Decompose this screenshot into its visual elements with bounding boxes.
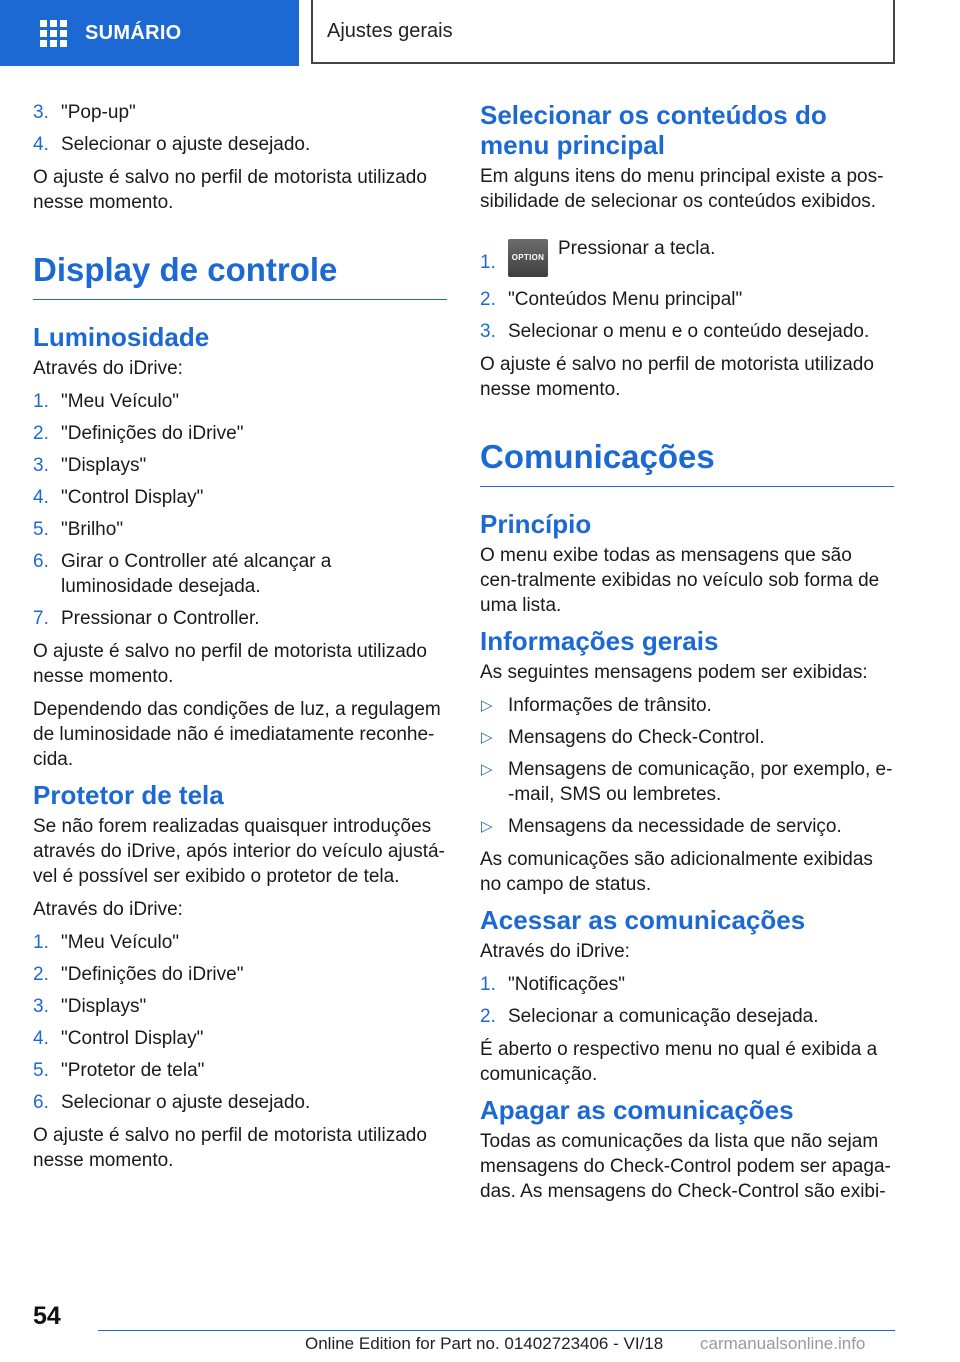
bullet-text: Mensagens de comunicação, por exemplo, e--mail, SMS ou lembretes.	[508, 759, 893, 805]
triangle-bullet-icon: ▷	[481, 729, 493, 746]
step-number: 2.	[33, 423, 49, 444]
left-column	[33, 100, 447, 1181]
step-text: "Displays"	[61, 996, 147, 1017]
intro-steps	[33, 100, 447, 157]
step-number: 2.	[33, 964, 49, 985]
list-item	[480, 319, 894, 344]
delete-desc: Todas as comunicações da lista que não sejam mensagens do Check-Control podem ser apaga-das. As mensagens do Check-Control são exibi-	[480, 1131, 891, 1202]
chapter-title-display: Display de controle	[33, 251, 447, 300]
list-item	[480, 757, 894, 807]
step-number: 5.	[33, 1060, 49, 1081]
step-text: "Control Display"	[61, 487, 204, 508]
main-menu-steps	[480, 236, 894, 344]
list-item	[480, 236, 894, 277]
step-text: "Notificações"	[508, 974, 625, 995]
footer-divider	[98, 1330, 895, 1331]
step-text: Pressionar a tecla.	[558, 238, 716, 259]
page-header	[0, 0, 960, 66]
step-number: 6.	[33, 551, 49, 572]
section-label: Ajustes gerais	[327, 19, 453, 42]
summary-label: SUMÁRIO	[85, 21, 182, 44]
list-item	[480, 725, 894, 750]
step-number: 1.	[480, 974, 496, 995]
step-number: 3.	[480, 321, 496, 342]
brightness-light-note: Dependendo das condições de luz, a regulagem de luminosidade não é imediatamente reconhe-cida.	[33, 699, 441, 770]
section-title-main-menu: Selecionar os conteúdos do menu principal	[480, 100, 827, 160]
step-text: Selecionar a comunicação desejada.	[508, 1006, 819, 1027]
screensaver-note: O ajuste é salvo no perfil de motorista utilizado nesse momento.	[33, 1125, 427, 1171]
step-text: "Displays"	[61, 455, 147, 476]
step-number: 1.	[33, 391, 49, 412]
step-number: 3.	[33, 102, 49, 123]
step-text: "Meu Veículo"	[61, 932, 180, 953]
list-item	[33, 100, 447, 125]
step-text: Girar o Controller até alcançar a luminosidade desejada.	[61, 551, 332, 597]
bullet-text: Mensagens da necessidade de serviço.	[508, 816, 842, 837]
triangle-bullet-icon: ▷	[481, 697, 493, 714]
list-item	[480, 287, 894, 312]
section-title-screensaver: Protetor de tela	[33, 780, 224, 810]
screensaver-via: Através do iDrive:	[33, 899, 183, 920]
step-text: Selecionar o menu e o conteúdo desejado.	[508, 321, 870, 342]
list-item	[33, 1090, 447, 1115]
summary-button[interactable]	[0, 0, 299, 66]
section-title-brightness: Luminosidade	[33, 322, 210, 352]
step-number: 4.	[33, 1028, 49, 1049]
list-item	[480, 693, 894, 718]
screensaver-desc: Se não forem realizadas quaisquer introduções através do iDrive, após interior do veículo ajustá-vel é possível ser exibido o protetor de tela.	[33, 816, 445, 887]
step-text: "Pop-up"	[61, 102, 136, 123]
step-text: "Conteúdos Menu principal"	[508, 289, 743, 310]
triangle-bullet-icon: ▷	[481, 761, 493, 778]
step-number: 4.	[33, 134, 49, 155]
step-number: 7.	[33, 608, 49, 629]
list-item	[33, 606, 447, 631]
triangle-bullet-icon: ▷	[481, 818, 493, 835]
list-item	[33, 517, 447, 542]
step-number: 4.	[33, 487, 49, 508]
step-text: "Meu Veículo"	[61, 391, 180, 412]
list-item	[33, 132, 447, 157]
brightness-steps	[33, 389, 447, 631]
general-info-desc: As seguintes mensagens podem ser exibidas:	[480, 662, 868, 683]
step-number: 3.	[33, 455, 49, 476]
access-via: Através do iDrive:	[480, 941, 630, 962]
step-text: "Brilho"	[61, 519, 124, 540]
section-title-delete: Apagar as comunicações	[480, 1095, 794, 1125]
message-types-list	[480, 693, 894, 839]
step-number: 1.	[33, 932, 49, 953]
step-number: 2.	[480, 289, 496, 310]
list-item	[480, 814, 894, 839]
step-text: "Definições do iDrive"	[61, 423, 244, 444]
step-number: 3.	[33, 996, 49, 1017]
step-text: "Protetor de tela"	[61, 1060, 205, 1081]
watermark: carmanualsonline.info	[700, 1334, 866, 1353]
step-number: 5.	[33, 519, 49, 540]
step-number: 2.	[480, 1006, 496, 1027]
list-item	[33, 485, 447, 510]
list-item	[33, 962, 447, 987]
bullet-text: Informações de trânsito.	[508, 695, 712, 716]
main-menu-note: O ajuste é salvo no perfil de motorista utilizado nesse momento.	[480, 354, 874, 400]
grid-menu-icon	[40, 20, 67, 47]
option-key-icon: OPTION	[508, 239, 548, 277]
list-item	[33, 1058, 447, 1083]
section-title-general-info: Informações gerais	[480, 626, 719, 656]
general-info-note: As comunicações são adicionalmente exibidas no campo de status.	[480, 849, 873, 895]
section-title-access: Acessar as comunicações	[480, 905, 806, 935]
access-note: É aberto o respectivo menu no qual é exibida a comunicação.	[480, 1039, 878, 1085]
step-number: 6.	[33, 1092, 49, 1113]
footer-edition: Online Edition for Part no. 01402723406 - VI/18	[305, 1334, 664, 1353]
brightness-via: Através do iDrive:	[33, 358, 183, 379]
bullet-text: Mensagens do Check-Control.	[508, 727, 765, 748]
step-number: 1.	[480, 252, 496, 273]
brightness-note: O ajuste é salvo no perfil de motorista utilizado nesse momento.	[33, 641, 427, 687]
list-item	[480, 1004, 894, 1029]
list-item	[33, 549, 447, 599]
step-text: Selecionar o ajuste desejado.	[61, 134, 311, 155]
step-text: "Control Display"	[61, 1028, 204, 1049]
step-text: "Definições do iDrive"	[61, 964, 244, 985]
access-steps	[480, 972, 894, 1029]
principle-desc: O menu exibe todas as mensagens que são cen-tralmente exibidas no veículo sob forma de uma lista.	[480, 545, 880, 616]
step-text: Pressionar o Controller.	[61, 608, 260, 629]
list-item	[33, 453, 447, 478]
list-item	[33, 1026, 447, 1051]
right-column	[480, 100, 894, 1212]
step-text: Selecionar o ajuste desejado.	[61, 1092, 311, 1113]
list-item	[480, 972, 894, 997]
list-item	[33, 389, 447, 414]
intro-note: O ajuste é salvo no perfil de motorista utilizado nesse momento.	[33, 167, 427, 213]
list-item	[33, 421, 447, 446]
list-item	[33, 994, 447, 1019]
page-number: 54	[33, 1302, 61, 1330]
screensaver-steps	[33, 930, 447, 1115]
chapter-title-communications: Comunicações	[480, 438, 894, 487]
section-title-principle: Princípio	[480, 509, 592, 539]
main-menu-desc: Em alguns itens do menu principal existe a pos-sibilidade de selecionar os conteúdos exibidos.	[480, 166, 884, 212]
section-tab[interactable]	[311, 0, 895, 64]
list-item	[33, 930, 447, 955]
